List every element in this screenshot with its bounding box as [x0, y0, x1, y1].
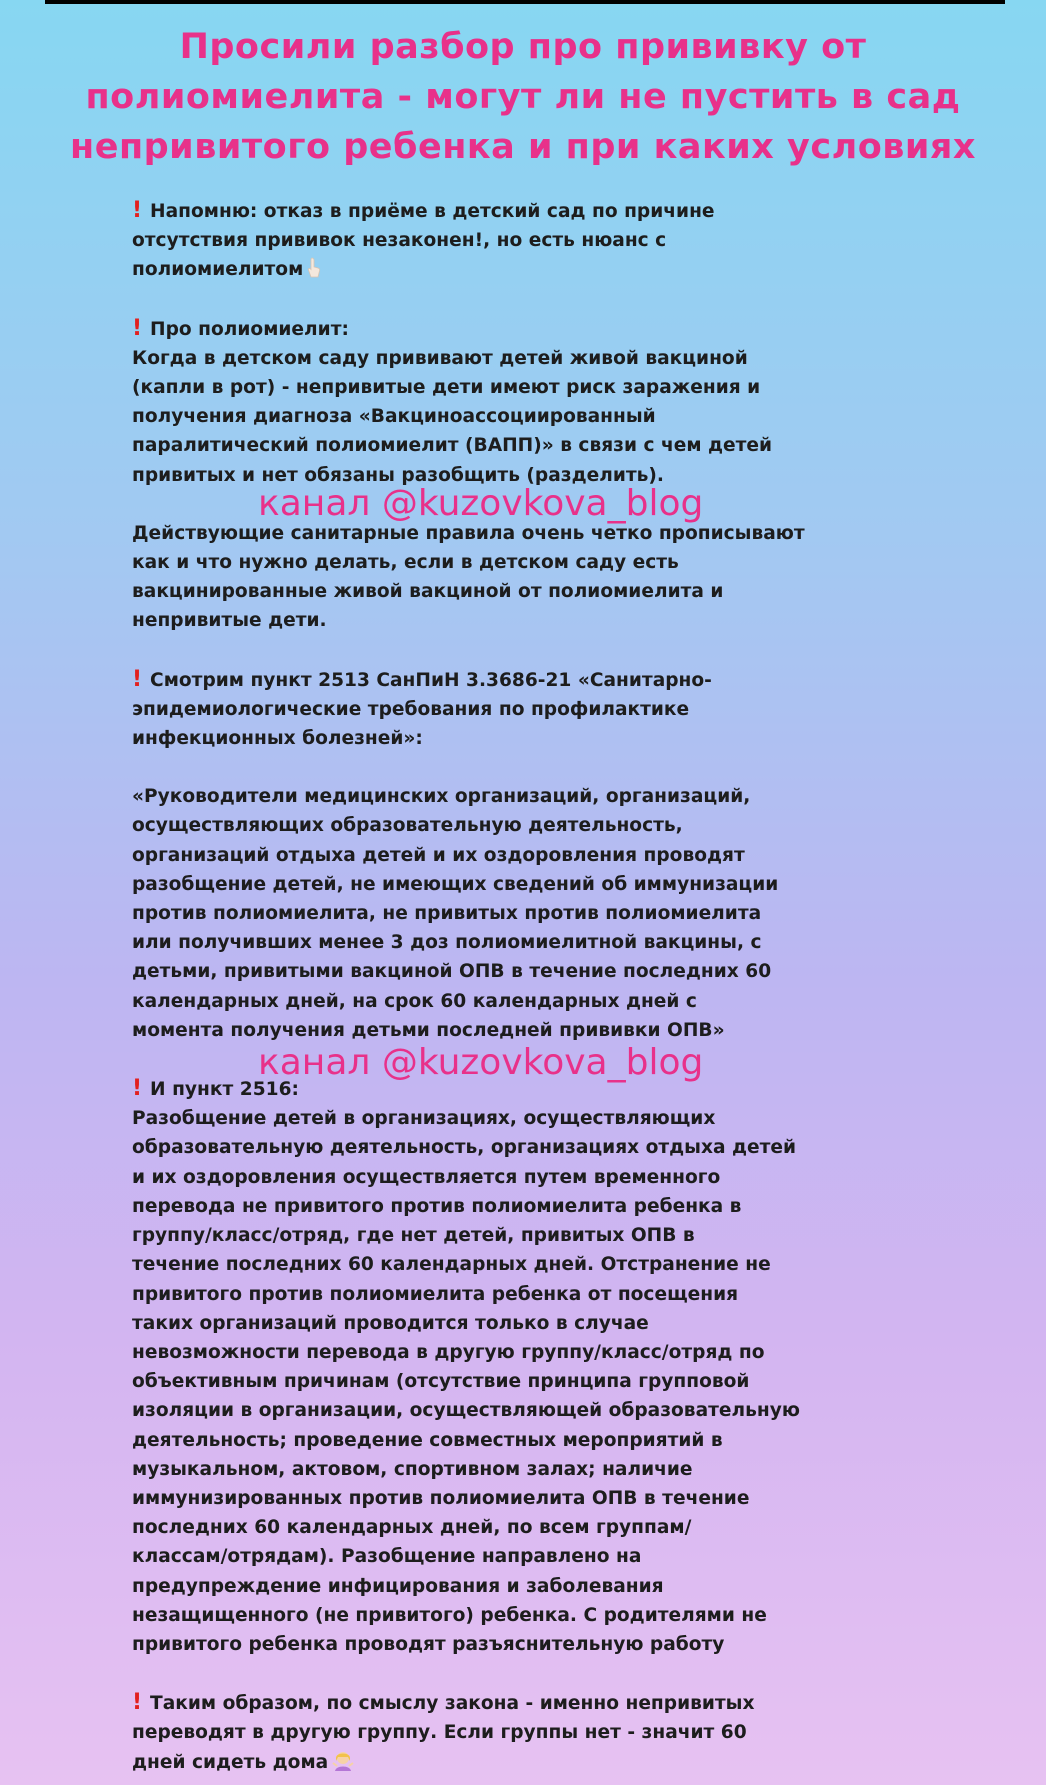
exclamation-icon: !: [132, 315, 143, 341]
text-line: и их оздоровления осуществляется путем временного: [132, 1166, 721, 1188]
text-line: перевода не привитого против полиомиелита ребенка в: [132, 1195, 742, 1217]
paragraph-sanpin-2516: [132, 1074, 932, 1659]
paragraph-reminder: [132, 196, 932, 285]
text-line: Смотрим пункт 2513 СанПиН 3.3686-21 «Санитарно-: [150, 669, 712, 691]
text-line: паралитический полиомиелит (ВАПП)» в связи с чем детей: [132, 435, 773, 457]
text-line: музыкальном, актовом, спортивном залах; наличие: [132, 1458, 693, 1480]
text-line: привитых и нет обязаны разобщить (разделить).: [132, 464, 664, 486]
text-line: полиомиелитом: [132, 259, 304, 281]
text-line: невозможности перевода в другую группу/класс/отряд по: [132, 1341, 765, 1363]
title-line: непривитого ребенка и при каких условиях: [70, 127, 976, 167]
text-line: последних 60 календарных дней, по всем группам/: [132, 1517, 692, 1539]
text-line: осуществляющих образовательную деятельность,: [132, 815, 683, 837]
text-line: дней сидеть дома: [132, 1751, 329, 1773]
paragraph-conclusion: [132, 1688, 932, 1777]
paragraph-rules: [132, 519, 932, 636]
text-line: Когда в детском саду прививают детей живой вакциной: [132, 347, 748, 369]
text-line: таких организаций проводится только в случае: [132, 1312, 649, 1334]
text-line: Таким образом, по смыслу закона - именно непривитых: [150, 1693, 755, 1715]
text-line: момента получения детьми последней прививки ОПВ»: [132, 1019, 725, 1041]
text-line: инфекционных болезней»:: [132, 728, 423, 750]
text-line: Разобщение детей в организациях, осуществляющих: [132, 1108, 716, 1130]
text-line: детьми, привитыми вакциной ОПВ в течение последних 60: [132, 961, 772, 983]
text-line: образовательную деятельность, организациях отдыха детей: [132, 1137, 797, 1159]
text-line: организаций отдыха детей и их оздоровления проводят: [132, 844, 745, 866]
text-line: И пункт 2516:: [150, 1079, 299, 1101]
text-line: деятельность; проведение совместных мероприятий в: [132, 1429, 723, 1451]
text-line: предупреждение инфицирования и заболевания: [132, 1575, 664, 1597]
text-line: вакцинированные живой вакциной от полиомиелита и: [132, 581, 724, 603]
text-line: течение последних 60 календарных дней. Отстранение не: [132, 1254, 771, 1276]
paragraph-polio: [132, 314, 932, 490]
post-body: [132, 196, 932, 1777]
text-line: переводят в другую группу. Если группы нет - значит 60: [132, 1722, 747, 1744]
text-line: Напомню: отказ в приёме в детский сад по причине: [150, 201, 715, 222]
text-line: группу/класс/отряд, где нет детей, привитых ОПВ в: [132, 1225, 695, 1247]
paragraph-sanpin-2513: [132, 665, 932, 754]
text-line: классам/отрядам). Разобщение направлено на: [132, 1546, 642, 1568]
text-line: непривитые дети.: [132, 610, 327, 632]
exclamation-icon: !: [132, 666, 143, 692]
text-line: получения диагноза «Вакциноассоциированный: [132, 406, 656, 428]
text-line: «Руководители медицинских организаций, организаций,: [132, 786, 751, 808]
pointing-hand-icon: [307, 255, 321, 284]
text-line: против полиомиелита, не привитых против полиомиелита: [132, 903, 762, 925]
text-line: объективным причинам (отсутствие принципа групповой: [132, 1371, 750, 1393]
text-line: незащищенного (не привитого) ребенка. С родителями не: [132, 1604, 767, 1626]
text-line: привитого против полиомиелита ребенка от посещения: [132, 1283, 739, 1305]
text-line: как и что нужно делать, если в детском саду есть: [132, 552, 679, 574]
woman-shrugging-icon: [332, 1748, 354, 1777]
text-line: иммунизированных против полиомиелита ОПВ в течение: [132, 1487, 750, 1509]
text-line: разобщение детей, не имеющих сведений об иммунизации: [132, 873, 779, 895]
exclamation-icon: !: [132, 1076, 143, 1102]
exclamation-icon: !: [132, 198, 143, 223]
post-title: [0, 22, 1046, 172]
text-line: (капли в рот) - непривитые дети имеют риск заражения и: [132, 377, 761, 399]
channel-watermark: канал @kuzovkova_blog: [258, 483, 704, 524]
exclamation-icon: !: [132, 1690, 143, 1716]
text-line: эпидемиологические требования по профилактике: [132, 698, 690, 720]
text-line: привитого ребенка проводят разъяснительную работу: [132, 1633, 725, 1655]
top-bar: [45, 0, 1005, 4]
text-line: или получивших менее 3 доз полиомиелитной вакцины, с: [132, 932, 762, 954]
text-line: Действующие санитарные правила очень четко прописывают: [132, 522, 805, 544]
paragraph-quote-2513: [132, 782, 932, 1045]
text-line: Про полиомиелит:: [150, 318, 349, 340]
text-line: календарных дней, на срок 60 календарных дней с: [132, 990, 697, 1012]
channel-watermark: канал @kuzovkova_blog: [258, 1042, 704, 1083]
text-line: изоляции в организации, осуществляющей образовательную: [132, 1400, 800, 1422]
title-line: полиомиелита - могут ли не пустить в сад: [85, 77, 961, 117]
text-line: отсутствия прививок незаконен!, но есть нюанс с: [132, 230, 667, 252]
title-line: Просили разбор про прививку от: [179, 27, 867, 67]
